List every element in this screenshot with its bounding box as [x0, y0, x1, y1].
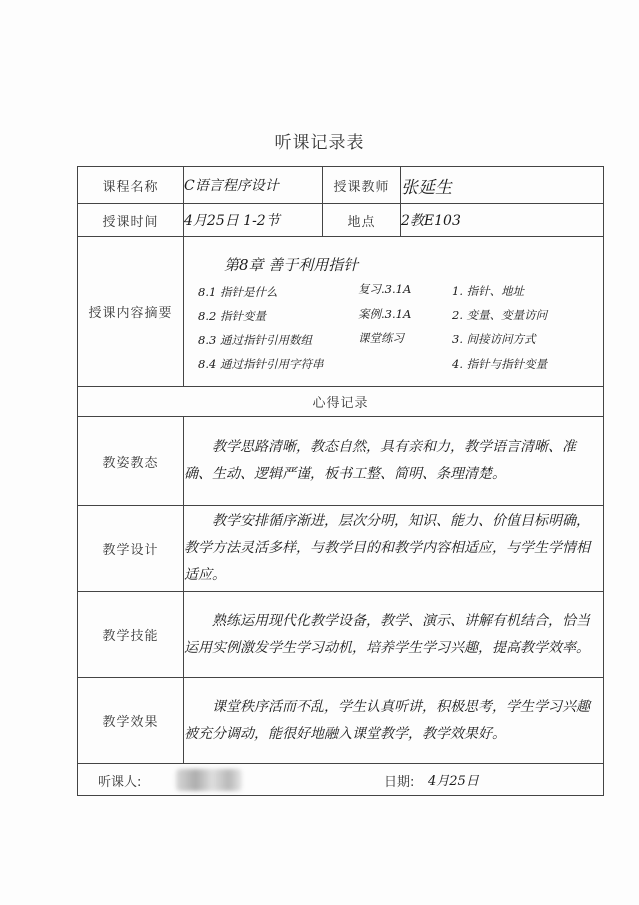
content-point: 2. 变量、变量访问 [452, 307, 548, 322]
record-label: 教学效果 [78, 678, 184, 764]
chapter-heading: 第8章 善于利用指针 [224, 255, 359, 274]
content-row [78, 237, 604, 387]
record-label: 教学设计 [78, 506, 184, 592]
place-value: 2教E103 [401, 204, 604, 237]
record-label: 教姿教态 [78, 417, 184, 506]
record-text: 课堂秩序活而不乱，学生认真听讲，积极思考，学生学习兴趣被充分调动，能很好地融入课堂教学，教学效果好。 [184, 678, 604, 764]
content-point: 4. 指针与指针变量 [452, 356, 548, 371]
course-row [78, 167, 604, 204]
content-summary-label: 授课内容摘要 [78, 237, 184, 387]
redacted-signature [176, 769, 242, 791]
content-type: 案例.3.1A [358, 306, 412, 321]
content-type: 复习.3.1A [358, 281, 412, 296]
course-name-label: 课程名称 [78, 167, 184, 204]
content-summary-cell [184, 237, 604, 387]
date-value: 4月25日 [428, 774, 479, 789]
record-row [78, 592, 604, 678]
record-text: 教学安排循序渐进，层次分明，知识、能力、价值目标明确，教学方法灵活多样，与教学目的和教学内容相适应，与学生学情相适应。 [184, 506, 604, 592]
content-topic: 8.1 指针是什么 [198, 284, 278, 299]
content-topic: 8.4 通过指针引用字符串 [198, 356, 324, 371]
record-row [78, 417, 604, 506]
course-name-value: C语言程序设计 [184, 167, 323, 204]
time-row [78, 204, 604, 237]
record-row [78, 678, 604, 764]
content-point: 3. 间接访问方式 [452, 331, 536, 346]
observation-form [77, 166, 604, 796]
record-row [78, 506, 604, 592]
section-row [78, 387, 604, 417]
class-time-value: 4月25日 1-2节 [184, 204, 323, 237]
place-label: 地点 [323, 204, 401, 237]
record-text: 熟练运用现代化教学设备，教学、演示、讲解有机结合，恰当运用实例激发学生学习动机，培养学生学习兴趣，提高教学效率。 [184, 592, 604, 678]
teacher-value: 张延生 [401, 167, 604, 204]
page-title: 听课记录表 [274, 133, 365, 153]
listener-label: 听课人: [98, 775, 142, 790]
date-label: 日期: [384, 775, 415, 790]
teacher-label: 授课教师 [323, 167, 401, 204]
record-text: 教学思路清晰，教态自然，具有亲和力，教学语言清晰、准确、生动、逻辑严谨，板书工整、简明、条理清楚。 [184, 417, 604, 506]
content-type: 课堂练习 [358, 330, 404, 345]
content-topic: 8.2 指针变量 [198, 308, 266, 323]
footer-row [78, 764, 604, 796]
record-label: 教学技能 [78, 592, 184, 678]
content-point: 1. 指针、地址 [452, 283, 525, 298]
section-heading: 心得记录 [78, 387, 604, 417]
class-time-label: 授课时间 [78, 204, 184, 237]
content-topic: 8.3 通过指针引用数组 [198, 332, 312, 347]
